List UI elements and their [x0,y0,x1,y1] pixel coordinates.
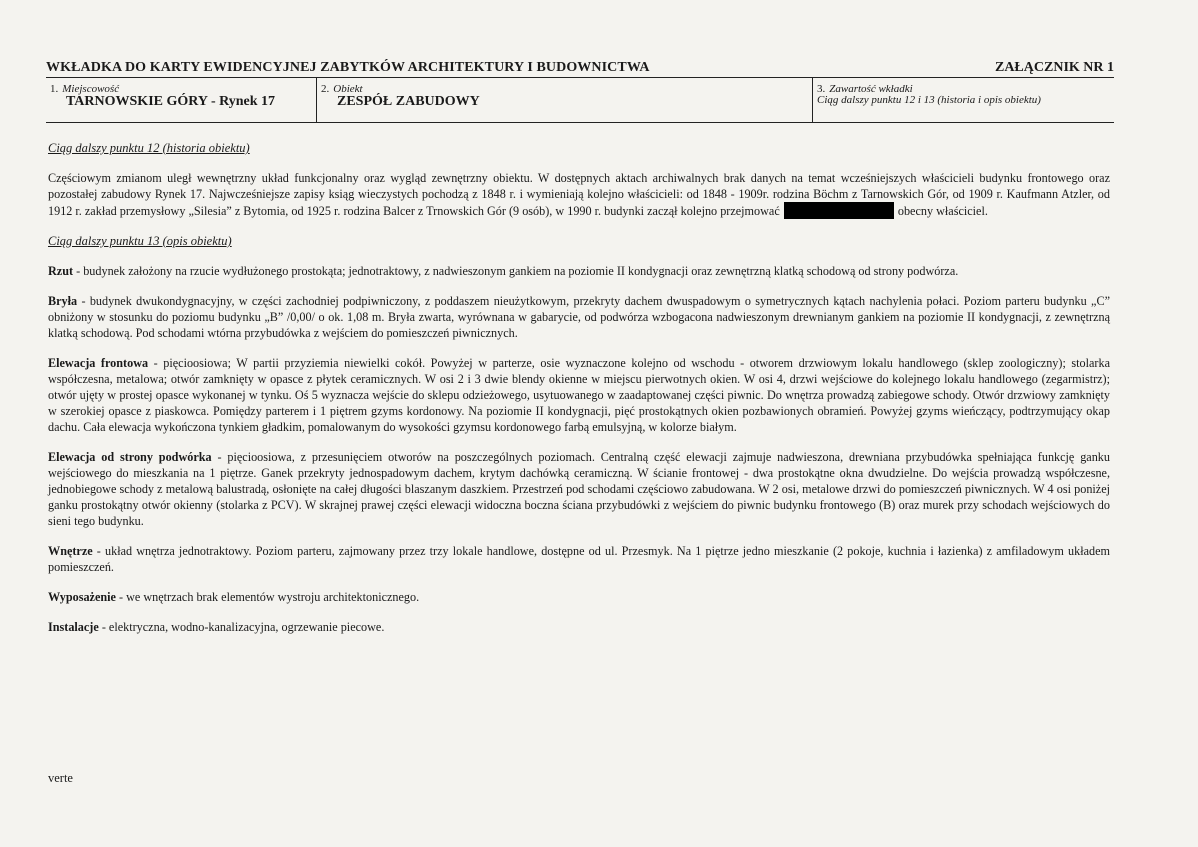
history-text-end: obecny właściciel. [897,204,988,218]
field-object-value: ZESPÓŁ ZABUDOWY [337,94,480,109]
paragraph-furnishings [48,589,1110,605]
field-contents-number: 3. [817,83,826,95]
text-furnishings: - we wnętrzach brak elementów wystroju architektonicznego. [115,590,420,604]
field-contents-value: Ciąg dalszy punktu 12 i 13 (historia i opis obiektu) [817,94,1041,106]
paragraph-massing [48,293,1110,341]
field-locality-label: Miejscowość [62,83,120,95]
field-object [316,78,813,122]
term-furnishings: Wyposażenie [48,590,116,604]
form-fields [46,78,1114,122]
annex-label: ZAŁĄCZNIK NR 1 [994,60,1114,75]
field-contents [812,78,1115,122]
redaction-box [784,202,894,219]
paragraph-front-elevation [48,355,1110,435]
fields-divider [46,122,1114,123]
paragraph-yard-elevation [48,449,1110,529]
text-massing: - budynek dwukondygnacyjny, w części zachodniej podpiwniczony, z poddaszem nieużytkowym, przekryty dachem dwuspadowym o symetrycznych kątach nachylenia połaci. Poziom parteru budynku „C” obniżony w stosunku do poziomu budynku „B” /0,00/ o ok. 1,08 m. Bryła zwarta, wyrównana w gabarycie, od podwórza wzbogacona nadwieszonym drewnianym gankiem na poziomie II kondygnacji, z zewnętrzną klatką schodową. Pod schodami wtórna przybudówka z wejściem do pomieszczeń piwnicznych. [48,294,1110,340]
paragraph-installations [48,619,1110,635]
field-contents-label: Zawartość wkładki [829,83,913,95]
section-13-heading: Ciąg dalszy punktu 13 (opis obiektu) [48,234,232,248]
text-front-elevation: - pięcioosiowa; W partii przyziemia niewielki cokół. Powyżej w parterze, osie wyznaczone kolejno od wschodu - otworem drzwiowym lokalu handlowego (sklep zoologiczny); stolarka współczesna, metalowa; otwór zamknięty w opasce z płytek ceramicznych. W osi 2 i 3 dwie blendy okienne w miejscu pierwotnych okien. W osi 4, drzwi wejściowe do kolejnego lokalu handlowego (zegarmistrz); otwór ujęty w prostej opasce wykonanej w tynku. Oś 5 wyznacza wejście do sklepu odzieżowego, usytuowanego w zaadaptowanej części piwnic. Do wnętrza prowadzą zabiegowe schody. Otwór drzwiowy zamknięty w szerokiej opasce z piaskowca. Pomiędzy parterem i 1 piętrem gzyms kordonowy. Na poziomie II kondygnacji, pięć prostokątnych okien pozbawionych obramień. Powyżej gzyms wieńczący, podtrzymujący okap dachu. Cała elewacja wykończona tynkiem gładkim, pomalowanym do wysokości gzymsu kordonowego farbą emulsyjną, w kolorze białym. [48,356,1110,434]
term-front-elevation: Elewacja frontowa [48,356,149,370]
field-locality-value: TARNOWSKIE GÓRY - Rynek 17 [66,94,276,109]
section-12-heading: Ciąg dalszy punktu 12 (historia obiektu) [48,141,250,155]
paragraph-plan [48,263,1110,279]
history-text: Częściowym zmianom uległ wewnętrzny układ funkcjonalny oraz wygląd zewnętrzny obiektu. W dostępnych aktach archiwalnych brak danych na temat wcześniejszych właścicieli budynku frontowego oraz pozostałej zabudowy Rynek 17. Najwcześniejsze zapisy ksiąg wieczystych pochodzą z 1848 r. i wymieniają kolejno właścicieli: od 1848 - 1909r. rodzina Böchm z Tarnowskich Gór, od 1909 r. Kaufmann Atzler, od 1912 r. zakład przemysłowy „Silesia” z Bytomia, od 1925 r. rodzina Balcer z Trnowskich Gór (9 osób), w 1990 r. budynki zaczął kolejno przejmować [48,171,1110,218]
paragraph-interior [48,543,1110,575]
field-object-number: 2. [321,83,330,95]
term-massing: Bryła [48,294,78,308]
term-yard-elevation: Elewacja od strony podwórka [48,450,212,464]
field-object-label: Obiekt [333,83,363,95]
text-yard-elevation: - pięcioosiowa, z przesunięciem otworów na poszczególnych poziomach. Centralną część elewacji zajmuje nadwieszona, drewniana przybudówka spełniająca funkcję ganku wejściowego do mieszkania na 1 piętrze. Ganek przekryty jednospadowym dachem, krytym dachówką ceramiczną. W ścianie frontowej - dwa prostokątne okna dwudzielne. Do wejścia prowadzą współczesne, jednobiegowe schody z metalową balustradą, osłonięte na całej długości blaszanym daszkiem. Przestrzeń pod schodami częściowo zabudowana. W 2 osi, metalowe drzwi do pomieszczeń piwnicznych. W 4 osi poniżej ganku prostokątny otwór okienny (stolarka z PCV). W skrajnej prawej części elewacji widoczna boczna ściana przybudówki z wejściem do piwnic budynku frontowego (B) oraz murek przy schodach wejściowych do sieni tego budynku. [48,450,1110,528]
document-body [48,140,1110,649]
verte-note: verte [48,771,73,785]
history-paragraph [48,170,1110,219]
form-title: WKŁADKA DO KARTY EWIDENCYJNEJ ZABYTKÓW ARCHITEKTURY I BUDOWNICTWA [46,60,650,75]
field-locality [46,78,316,122]
term-interior: Wnętrze [48,544,93,558]
text-interior: - układ wnętrza jednotraktowy. Poziom parteru, zajmowany przez trzy lokale handlowe, dostępne od ul. Przesmyk. Na 1 piętrze jedno mieszkanie (2 pokoje, kuchnia i łazienka) z amfiladowym układem pomieszczeń. [48,544,1110,574]
term-plan: Rzut [48,264,74,278]
text-installations: - elektryczna, wodno-kanalizacyjna, ogrzewanie piecowe. [98,620,385,634]
text-plan: - budynek założony na rzucie wydłużonego prostokąta; jednotraktowy, z nadwieszonym gankiem na poziomie II kondygnacji oraz zewnętrzną klatką schodową od strony podwórza. [73,264,959,278]
term-installations: Instalacje [48,620,99,634]
field-locality-number: 1. [50,83,59,95]
